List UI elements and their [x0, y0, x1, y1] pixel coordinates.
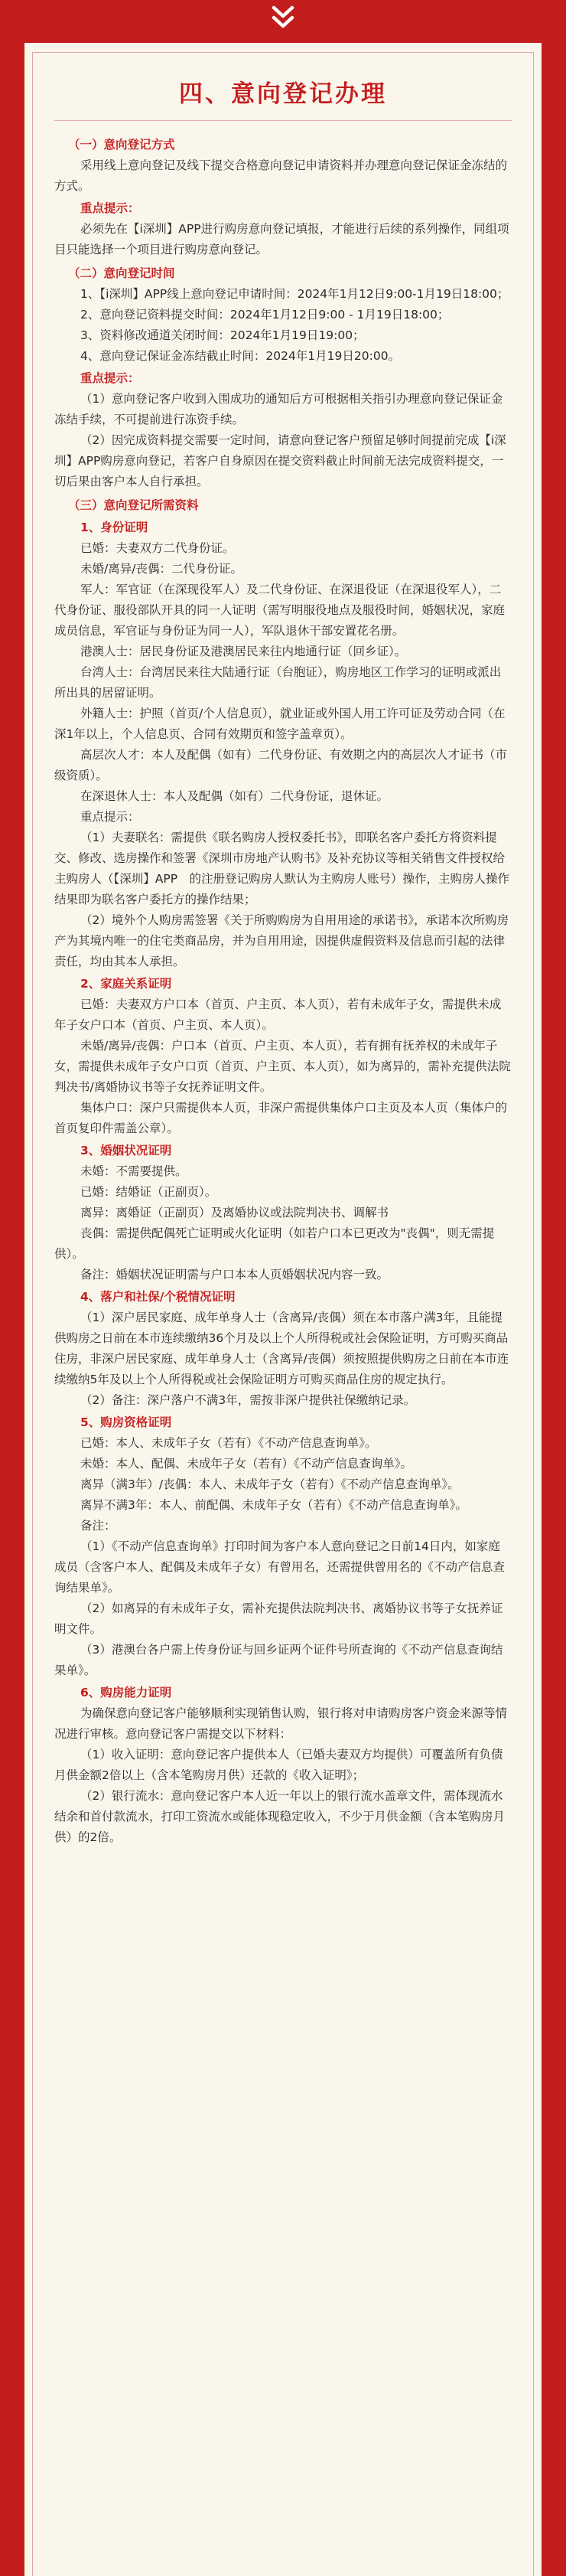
- paragraph: 已婚：结婚证（正副页）。: [80, 1185, 217, 1199]
- subsection-heading: 3、婚姻状况证明: [80, 1144, 172, 1157]
- paragraph: 必须先在【i深圳】APP进行购房意向登记填报，才能进行后续的系列操作，同组项目只能选择一个项目进行购房意向登记。: [54, 222, 509, 256]
- paragraph: 在深退休人士：本人及配偶（如有）二代身份证，退休证。: [80, 789, 389, 803]
- paragraph: 外籍人士：护照（首页/个人信息页），就业证或外国人用工许可证及劳动合同（在深1年以上，个人信息页、合同有效期页和签字盖章页）。: [54, 707, 506, 741]
- paragraph: 1、【i深圳】APP线上意向登记申请时间：2024年1月12日9:00-1月19日18:00；: [80, 287, 509, 301]
- paragraph: 2、意向登记资料提交时间：2024年1月12日9:00 - 1月19日18:00；: [80, 308, 450, 322]
- paragraph: 3、资料修改通道关闭时间：2024年1月19日19:00；: [80, 328, 365, 342]
- paragraph: 未婚/离异/丧偶：二代身份证。: [80, 562, 242, 576]
- section-heading: （二）意向登记时间: [68, 266, 175, 280]
- paragraph: 离异不满3年：本人、前配偶、未成年子女（若有）《不动产信息查询单》。: [80, 1498, 467, 1512]
- paragraph: 为确保意向登记客户能够顺利实现销售认购，银行将对申请购房客户资金来源等情况进行审核。意向登记客户需提交以下材料：: [54, 1706, 508, 1741]
- paragraph: 未婚：本人、配偶、未成年子女（若有）《不动产信息查询单》。: [80, 1457, 413, 1471]
- paragraph: 台湾人士：台湾居民来往大陆通行证（台胞证），购房地区工作学习的证明或派出所出具的居留证明。: [54, 665, 502, 700]
- paragraph: 离异（满3年）/丧偶：本人、未成年子女（若有）《不动产信息查询单》。: [80, 1477, 460, 1491]
- double-chevron-down-icon: [265, 3, 301, 34]
- section-heading: （三）意向登记所需资料: [68, 498, 199, 512]
- paragraph: 采用线上意向登记及线下提交合格意向登记申请资料并办理意向登记保证金冻结的方式。: [54, 158, 508, 193]
- subsection-heading: 6、购房能力证明: [80, 1686, 172, 1699]
- paragraph: 已婚：本人、未成年子女（若有）《不动产信息查询单》。: [80, 1436, 377, 1450]
- paragraph: （2）境外个人购房需签署《关于所购购房为自用用途的承诺书》，承诺本次所购房产为其境内唯一的住宅类商品房，并为自用用途，因提供虚假资料及信息而引起的法律责任，均由其本人承担。: [54, 913, 509, 968]
- paragraph: 港澳人士：居民身份证及港澳居民来往内地通行证（回乡证）。: [80, 645, 407, 658]
- paragraph: （1）《不动产信息查询单》打印时间为客户本人意向登记之日前14日内，如家庭成员（含客户本人、配偶及未成年子女）有曾用名，还需提供曾用名的《不动产信息查询结果单》。: [54, 1539, 506, 1595]
- paragraph: 4、意向登记保证金冻结截止时间：2024年1月19日20:00。: [80, 349, 401, 363]
- paragraph: 丧偶：需提供配偶死亡证明或火化证明（如若户口本已更改为"丧偶"，则无需提供）。: [54, 1226, 495, 1261]
- paragraph: 未婚：不需要提供。: [80, 1164, 187, 1178]
- paragraph: （2）备注：深户落户不满3年，需按非深户提供社保缴纳记录。: [80, 1393, 416, 1407]
- document-frame: [32, 52, 534, 2576]
- paragraph: （3）港澳台各户需上传身份证与回乡证两个证件号所查询的《不动产信息查询结果单》。: [54, 1643, 503, 1677]
- document-body: [33, 135, 533, 1848]
- section-title: 四、意向登记办理: [179, 80, 387, 108]
- paragraph: （1）意向登记客户收到入围成功的通知后方可根据相关指引办理意向登记保证金冻结手续，不可提前进行冻资手续。: [54, 392, 503, 426]
- paragraph: 未婚/离异/丧偶：户口本（首页、户主页、本人页），若有拥有抚养权的未成年子女，需提供未成年子女户口页（首页、户主页、本人页），如为离异的，需补充提供法院判决书/离婚协议书等子女抚养证明文件。: [54, 1039, 511, 1094]
- paragraph: 已婚：夫妻双方二代身份证。: [80, 541, 235, 555]
- paragraph: 集体户口：深户只需提供本人页，非深户需提供集体户口主页及本人页（集体户的首页复印件需盖公章）。: [54, 1101, 508, 1135]
- paragraph: （2）如离异的有未成年子女，需补充提供法院判决书、离婚协议书等子女抚养证明文件。: [54, 1601, 503, 1636]
- paragraph: （1）收入证明：意向登记客户提供本人（已婚夫妻双方均提供）可覆盖所有负债月供金额2倍以上（含本笔购房月供）还款的《收入证明》；: [54, 1748, 503, 1782]
- paragraph: （1）夫妻联名：需提供《联名购房人授权委托书》，即联名客户委托方将资料提交、修改、选房操作和签署《深圳市房地产认购书》及补充协议等相关销售文件授权给主购房人（【深圳】APP 的注册登记购房人默认为主购房人账号）操作，主购房人操作结果即为联名客户委托方的操作结果；: [54, 831, 510, 906]
- subsection-heading: 4、落户和社保/个税情况证明: [80, 1290, 236, 1304]
- subsection-heading: 2、家庭关系证明: [80, 977, 172, 991]
- paragraph: （2）银行流水：意向登记客户本人近一年以上的银行流水盖章文件，需体现流水结余和首付款流水，打印工资流水或能体现稳定收入，不少于月供金额（含本笔购房月供）的2倍。: [54, 1789, 506, 1844]
- paragraph: 已婚：夫妻双方户口本（首页、户主页、本人页），若有未成年子女，需提供未成年子女户口本（首页、户主页、本人页）。: [54, 997, 502, 1032]
- paragraph: 离异：离婚证（正副页）及离婚协议或法院判决书、调解书: [80, 1206, 389, 1219]
- key-note-heading: 重点提示：: [80, 371, 140, 385]
- paragraph: 重点提示：: [80, 810, 140, 824]
- subsection-heading: 1、身份证明: [80, 521, 148, 534]
- top-band: [0, 0, 566, 43]
- subsection-heading: 5、购房资格证明: [80, 1415, 172, 1429]
- paragraph: 军人：军官证（在深现役军人）及二代身份证、在深退役证（在深退役军人），二代身份证、服役部队开具的同一人证明（需写明服役地点及服役时间，婚姻状况，家庭成员信息，军官证与身份证为同一人），军队退休干部安置花名册。: [54, 583, 506, 638]
- paragraph: （2）因完成资料提交需要一定时间，请意向登记客户预留足够时间提前完成【i深圳】APP购房意向登记，若客户自身原因在提交资料截止时间前无法完成资料提交，一切后果由客户本人自行承担。: [54, 433, 506, 488]
- document-paper: [24, 43, 542, 2576]
- key-note-heading: 重点提示：: [80, 201, 140, 215]
- paragraph: 备注：: [80, 1519, 116, 1533]
- paragraph: 备注：婚姻状况证明需与户口本本人页婚姻状况内容一致。: [80, 1268, 389, 1281]
- title-divider: [54, 120, 512, 121]
- paragraph: （1）深户居民家庭、成年单身人士（含离异/丧偶）须在本市落户满3年，且能提供购房之日前在本市连续缴纳36个月及以上个人所得税或社会保险证明，方可购买商品住房，非深户居民家庭、成年单身人士（含离异/丧偶）须按照提供购房之日前在本市连续缴纳5年及以上个人所得税或社会保险证明方可购买商品住房的规定执行。: [54, 1311, 509, 1386]
- paragraph: 高层次人才：本人及配偶（如有）二代身份证、有效期之内的高层次人才证书（市级资质）。: [54, 748, 508, 782]
- section-heading: （一）意向登记方式: [68, 138, 175, 152]
